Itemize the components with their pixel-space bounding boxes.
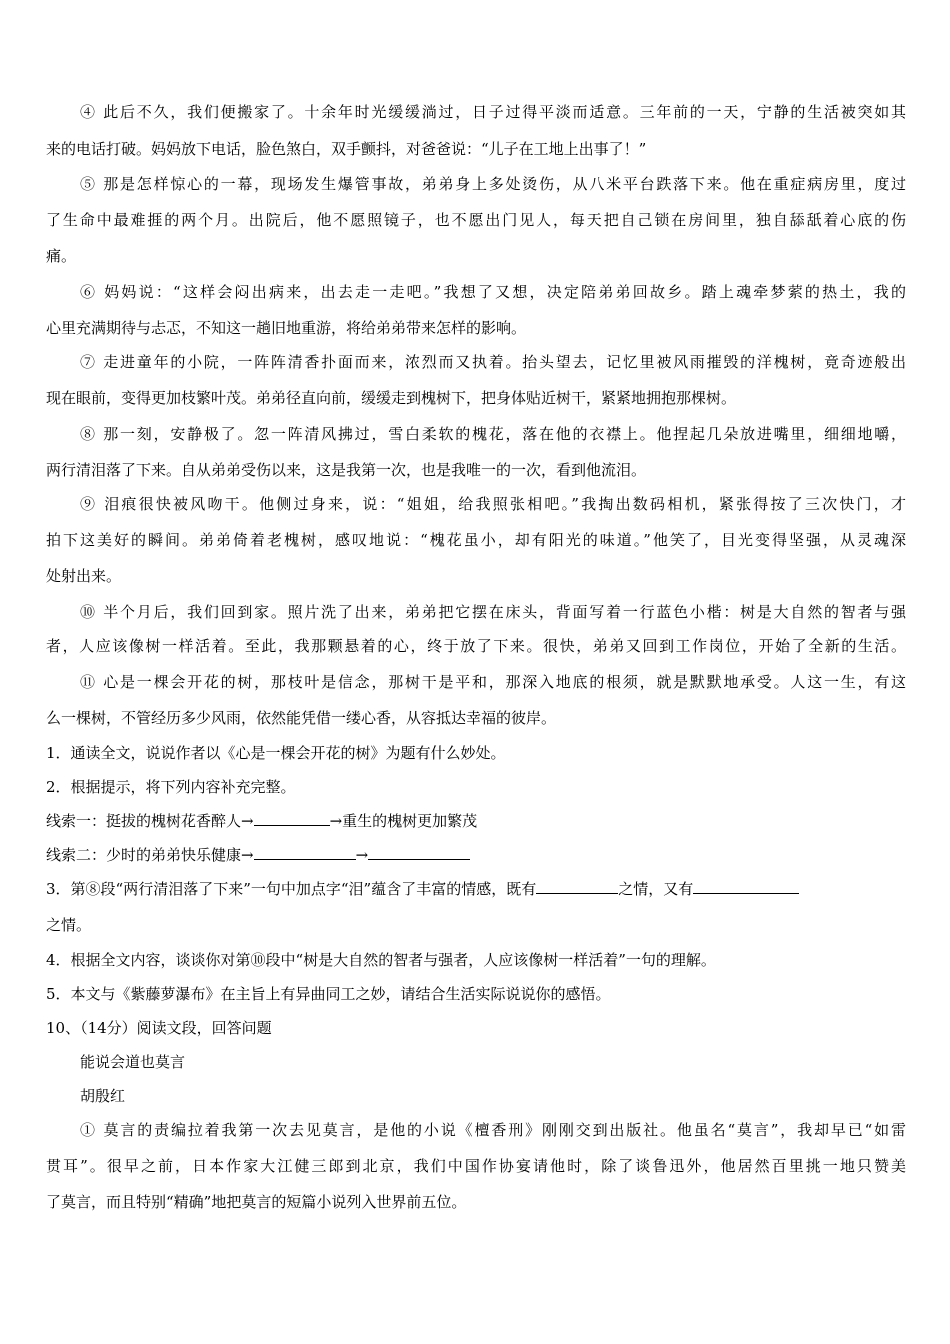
clue-1-blank[interactable] bbox=[254, 811, 330, 826]
paragraph-5-line-1: ⑤ 那是怎样惊心的一幕，现场发生爆管事故，弟弟身上多处烫伤，从八米平台跌落下来。他在重症病房里，度过 bbox=[80, 175, 906, 193]
paragraph-9-line-3: 处射出来。 bbox=[46, 567, 122, 585]
question-3-blank-2[interactable] bbox=[693, 879, 799, 894]
article-paragraph-1-line-3: 了莫言，而且特别“精确”地把莫言的短篇小说列入世界前五位。 bbox=[46, 1193, 467, 1211]
question-3-blank-1[interactable] bbox=[536, 879, 618, 894]
paragraph-5-line-2: 了生命中最难捱的两个月。出院后，他不愿照镜子，也不愿出门见人，每天把自己锁在房间里，独自舔舐着心底的伤 bbox=[46, 211, 906, 229]
question-2: 2．根据提示，将下列内容补充完整。 bbox=[46, 778, 296, 796]
question-3-text-a: 3．第⑧段“两行清泪落了下来”一句中加点字“泪”蕴含了丰富的情感，既有 bbox=[46, 880, 537, 898]
clue-1-end: →重生的槐树更加繁茂 bbox=[329, 812, 478, 830]
clue-2-blank-1[interactable] bbox=[254, 845, 356, 860]
paragraph-8-line-2: 两行清泪落了下来。自从弟弟受伤以来，这是我第一次，也是我唯一的一次，看到他流泪。 bbox=[46, 461, 647, 479]
article-title: 能说会道也莫言 bbox=[80, 1053, 186, 1071]
article-paragraph-1-line-1: ① 莫言的责编拉着我第一次去见莫言，是他的小说《檀香刑》刚刚交到出版社。他虽名“莫言”，我却早已“如雷 bbox=[80, 1121, 906, 1139]
clue-2-blank-2[interactable] bbox=[368, 845, 470, 860]
paragraph-9-line-2: 拍下这美好的瞬间。弟弟倚着老槐树，感叹地说：“槐花虽小，却有阳光的味道。”他笑了，目光变得坚强，从灵魂深 bbox=[46, 531, 906, 549]
paragraph-8-line-1: ⑧ 那一刻，安静极了。忽一阵清风拂过，雪白柔软的槐花，落在他的衣襟上。他捏起几朵放进嘴里，细细地嚼， bbox=[80, 425, 906, 443]
article-author: 胡殷红 bbox=[80, 1087, 126, 1105]
question-4: 4．根据全文内容，谈谈你对第⑩段中“树是大自然的智者与强者，人应该像树一样活着”一句的理解。 bbox=[46, 951, 716, 969]
paragraph-6-line-1: ⑥ 妈妈说：“这样会闷出病来，出去走一走吧。”我想了又想，决定陪弟弟回故乡。踏上魂牵梦萦的热土，我的 bbox=[80, 283, 906, 301]
article-paragraph-1-line-2: 贯耳”。很早之前，日本作家大江健三郎到北京，我们中国作协宴请他时，除了谈鲁迅外，他居然百里挑一地只赞美 bbox=[46, 1157, 906, 1175]
question-3-end: 之情。 bbox=[46, 916, 92, 934]
paragraph-9-line-1: ⑨ 泪痕很快被风吻干。他侧过身来，说：“姐姐，给我照张相吧。”我掏出数码相机，紧张得按了三次快门，才 bbox=[80, 495, 906, 513]
paragraph-11-line-2: 么一棵树，不管经历多少风雨，依然能凭借一缕心香，从容抵达幸福的彼岸。 bbox=[46, 709, 557, 727]
clue-1 bbox=[46, 811, 906, 831]
clue-1-start: 线索一：挺拔的槐树花香醉人→ bbox=[46, 812, 254, 830]
section-10-heading: 10、（14分）阅读文段，回答问题 bbox=[46, 1019, 272, 1037]
clue-2-start: 线索二：少时的弟弟快乐健康→ bbox=[46, 846, 254, 864]
paragraph-7-line-2: 现在眼前，变得更加枝繁叶茂。弟弟径直向前，缓缓走到槐树下，把身体贴近树干，紧紧地拥抱那棵树。 bbox=[46, 389, 737, 407]
paragraph-4-line-1: ④ 此后不久，我们便搬家了。十余年时光缓缓淌过，日子过得平淡而适意。三年前的一天，宁静的生活被突如其 bbox=[80, 103, 906, 121]
clue-2 bbox=[46, 845, 906, 865]
question-3-text-b: 之情，又有 bbox=[618, 880, 694, 898]
question-1: 1．通读全文，说说作者以《心是一棵会开花的树》为题有什么妙处。 bbox=[46, 744, 506, 762]
question-5: 5．本文与《紫藤萝瀑布》在主旨上有异曲同工之妙，请结合生活实际说说你的感悟。 bbox=[46, 985, 611, 1003]
paragraph-4-line-2: 来的电话打破。妈妈放下电话，脸色煞白，双手颤抖，对爸爸说：“儿子在工地上出事了！” bbox=[46, 140, 647, 158]
paragraph-10-line-1: ⑩ 半个月后，我们回到家。照片洗了出来，弟弟把它摆在床头，背面写着一行蓝色小楷：树是大自然的智者与强 bbox=[80, 603, 906, 621]
clue-2-arrow: → bbox=[355, 846, 369, 864]
paragraph-5-line-3: 痛。 bbox=[46, 247, 77, 265]
question-3 bbox=[46, 879, 906, 899]
paragraph-11-line-1: ⑪ 心是一棵会开花的树，那枝叶是信念，那树干是平和，那深入地底的根须，就是默默地承受。人这一生，有这 bbox=[80, 673, 906, 691]
paragraph-10-line-2: 者，人应该像树一样活着。至此，我那颗悬着的心，终于放了下来。很快，弟弟又回到工作岗位，开始了全新的生活。 bbox=[46, 637, 906, 655]
paragraph-7-line-1: ⑦ 走进童年的小院，一阵阵清香扑面而来，浓烈而又执着。抬头望去，记忆里被风雨摧毁的洋槐树，竟奇迹般出 bbox=[80, 353, 906, 371]
paragraph-6-line-2: 心里充满期待与忐忑，不知这一趟旧地重游，将给弟弟带来怎样的影响。 bbox=[46, 319, 527, 337]
